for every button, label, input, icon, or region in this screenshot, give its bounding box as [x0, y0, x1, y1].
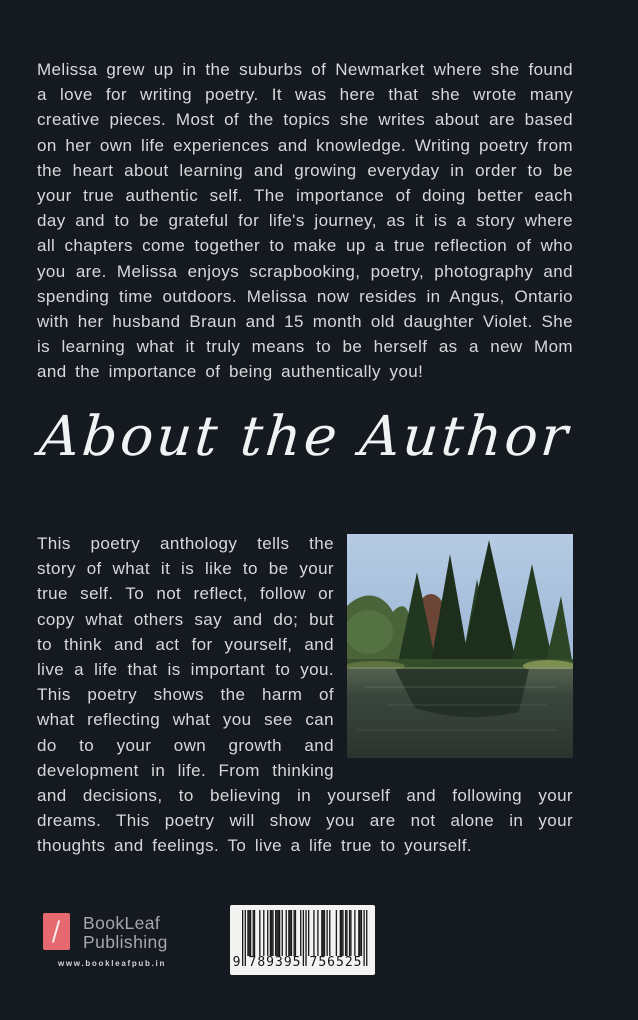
isbn-group2-digits: 756525	[309, 955, 363, 970]
publisher-website: www.bookleafpub.in	[57, 959, 167, 968]
slash-icon	[52, 920, 60, 943]
publisher-name	[83, 914, 168, 951]
about-the-author-heading: About the Author	[36, 404, 574, 468]
publisher-name-line1: BookLeaf	[83, 913, 161, 933]
synopsis-block	[37, 531, 573, 859]
publisher-name-line2: Publishing	[83, 931, 168, 952]
lake-trees-photo	[347, 534, 573, 758]
isbn-barcode	[230, 905, 375, 975]
isbn-group1-digits: 789395	[248, 955, 302, 970]
bookleaf-logo-icon	[43, 913, 70, 950]
synopsis-paragraph: This poetry anthology tells the story of what it is like to be your true self. To not reflect, follow or copy what others say and do; but to think and act for yourself, and live a life that is important to you. This poetry shows the harm of what reflecting what you see can do to your own growth and development in life. From thinking and decisions, to believing in yourself and following your dreams. This poetry will show you are not alone in your thoughts and feelings. To live a life true to yourself.	[37, 534, 573, 856]
isbn-prefix-digit: 9	[232, 955, 242, 970]
author-bio-paragraph: Melissa grew up in the suburbs of Newmarket where she found a love for writing poetry. It was here that she wrote many creative pieces. Most of the topics she writes about are based on her own life experiences and knowledge. Writing poetry from the heart about learning and growing everyday in order to be your true authentic self. The importance of doing better each day and to be grateful for life's journey, as it is a story where all chapters come together to make up a true reflection of who you are. Melissa enjoys scrapbooking, poetry, photography and spending time outdoors. Melissa now resides in Angus, Ontario with her husband Braun and 15 month old daughter Violet. She is learning what it truly means to be herself as a new Mom and the importance of being authentically you!	[37, 60, 573, 382]
publisher-logo-block	[43, 913, 181, 968]
